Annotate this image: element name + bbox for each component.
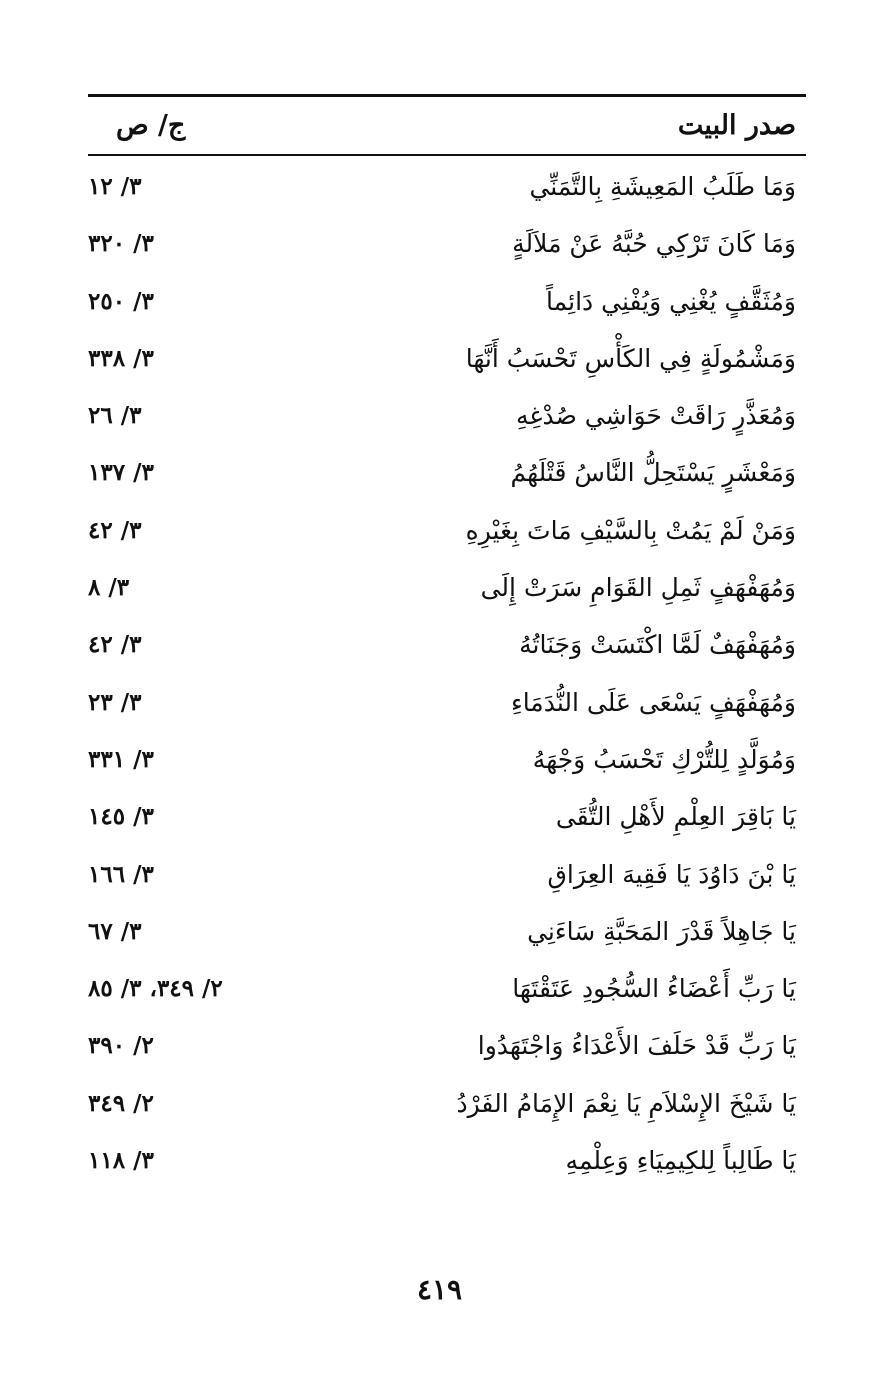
- top-rule: [88, 94, 806, 97]
- table-row: [88, 1017, 806, 1074]
- volume-page-ref: ٣/ ٦٧: [88, 917, 142, 945]
- table-row: [88, 731, 806, 788]
- volume-page-ref: ٣/ ٤٢: [88, 631, 142, 659]
- table-row: [88, 444, 806, 501]
- table-row: [88, 616, 806, 673]
- verse-opening: وَمُثَقَّفٍ يُغْنِي وَيُفْنِي دَائِماً: [546, 286, 796, 316]
- table-row: [88, 674, 806, 731]
- table-row: [88, 903, 806, 960]
- verse-opening: وَمُهَفْهَفٌ لَمَّا اكْتَسَتْ وَجَنَاتُهُ: [519, 630, 796, 660]
- verse-opening: يَا جَاهِلاً قَدْرَ المَحَبَّةِ سَاءَنِي: [527, 916, 796, 946]
- verse-opening: وَمَا طَلَبُ المَعِيشَةِ بِالتَّمَنِّي: [529, 172, 796, 201]
- table-row: [88, 559, 806, 616]
- verse-opening: وَمُهَفْهَفٍ يَسْعَى عَلَى النُّدَمَاءِ: [510, 687, 796, 717]
- verse-opening: وَمَشْمُولَةٍ فِي الكَأْسِ تَحْسَبُ أَنَّهَا: [465, 343, 796, 373]
- volume-page-ref: ٣/ ٨: [88, 574, 130, 602]
- verse-opening: وَمَا كَانَ تَرْكِي حُبَّهُ عَنْ مَلاَلَةٍ: [512, 229, 796, 259]
- header-ref-label: ج/ ص: [116, 110, 186, 141]
- volume-page-ref: ٣/ ٢٥٠: [88, 287, 154, 315]
- table-row: [88, 215, 806, 272]
- table-row: [88, 846, 806, 903]
- volume-page-ref: ٣/ ٣٢٠: [88, 230, 154, 258]
- table-row: [88, 502, 806, 559]
- table-row: [88, 387, 806, 444]
- table-row: [88, 273, 806, 330]
- verse-opening: يَا رَبِّ أَعْضَاءُ السُّجُودِ عَتَقْتَهَا: [512, 974, 796, 1004]
- volume-page-ref: ٣/ ٢٦: [88, 402, 142, 430]
- volume-page-ref: ٣/ ١٦٦: [88, 860, 154, 888]
- table-header: [88, 104, 806, 148]
- volume-page-ref: ٣/ ١٢: [88, 173, 142, 200]
- verse-opening: وَمُهَفْهَفٍ ثَمِلِ القَوَامِ سَرَتْ إِلَى: [480, 573, 796, 603]
- volume-page-ref: ٢/ ٣٤٩، ٣/ ٨٥: [88, 975, 223, 1003]
- volume-page-ref: ٣/ ١١٨: [88, 1147, 154, 1175]
- table-row: [88, 1075, 806, 1132]
- verse-opening: يَا بَاقِرَ العِلْمِ لأَهْلِ التُّقَى: [555, 802, 796, 832]
- verse-opening: يَا شَيْخَ الإِسْلاَمِ يَا نِعْمَ الإِمَامُ الفَرْدُ: [456, 1088, 796, 1118]
- table-row: [88, 788, 806, 845]
- table-row: [88, 330, 806, 387]
- volume-page-ref: ٣/ ١٤٥: [88, 803, 154, 831]
- table-row: [88, 1132, 806, 1189]
- volume-page-ref: ٢/ ٣٤٩: [88, 1089, 154, 1117]
- verse-opening: يَا طَالِباً لِلكِيمِيَاءِ وَعِلْمِهِ: [565, 1146, 796, 1176]
- volume-page-ref: ٣/ ١٣٧: [88, 459, 154, 487]
- verse-opening: وَمُعَذَّرٍ رَاقَتْ حَوَاشِي صُدْغِهِ: [515, 401, 796, 431]
- verse-opening: وَمُوَلَّدٍ لِلتُّرْكِ تَحْسَبُ وَجْهَهُ: [532, 744, 796, 774]
- volume-page-ref: ٣/ ٢٣: [88, 688, 142, 716]
- verse-opening: يَا رَبِّ قَدْ حَلَفَ الأَعْدَاءُ وَاجْتَهَدُوا: [477, 1031, 796, 1061]
- header-verse-label: صدر البيت: [677, 110, 796, 141]
- verse-opening: وَمَعْشَرٍ يَسْتَحِلُّ النَّاسُ قَتْلَهُمُ: [510, 458, 796, 488]
- page-number: ٤١٩: [416, 1273, 463, 1306]
- volume-page-ref: ٣/ ٤٢: [88, 516, 142, 544]
- verse-opening: وَمَنْ لَمْ يَمُتْ بِالسَّيْفِ مَاتَ بِغَيْرِهِ: [465, 515, 796, 545]
- header-rule: [88, 154, 806, 156]
- table-row: [88, 960, 806, 1017]
- index-table: [88, 158, 806, 1189]
- table-row: [88, 158, 806, 215]
- volume-page-ref: ٣/ ٣٣١: [88, 745, 154, 773]
- volume-page-ref: ٣/ ٣٣٨: [88, 344, 154, 372]
- volume-page-ref: ٢/ ٣٩٠: [88, 1032, 154, 1060]
- verse-opening: يَا بْنَ دَاوُدَ يَا فَقِيهَ العِرَاقِ: [547, 859, 796, 889]
